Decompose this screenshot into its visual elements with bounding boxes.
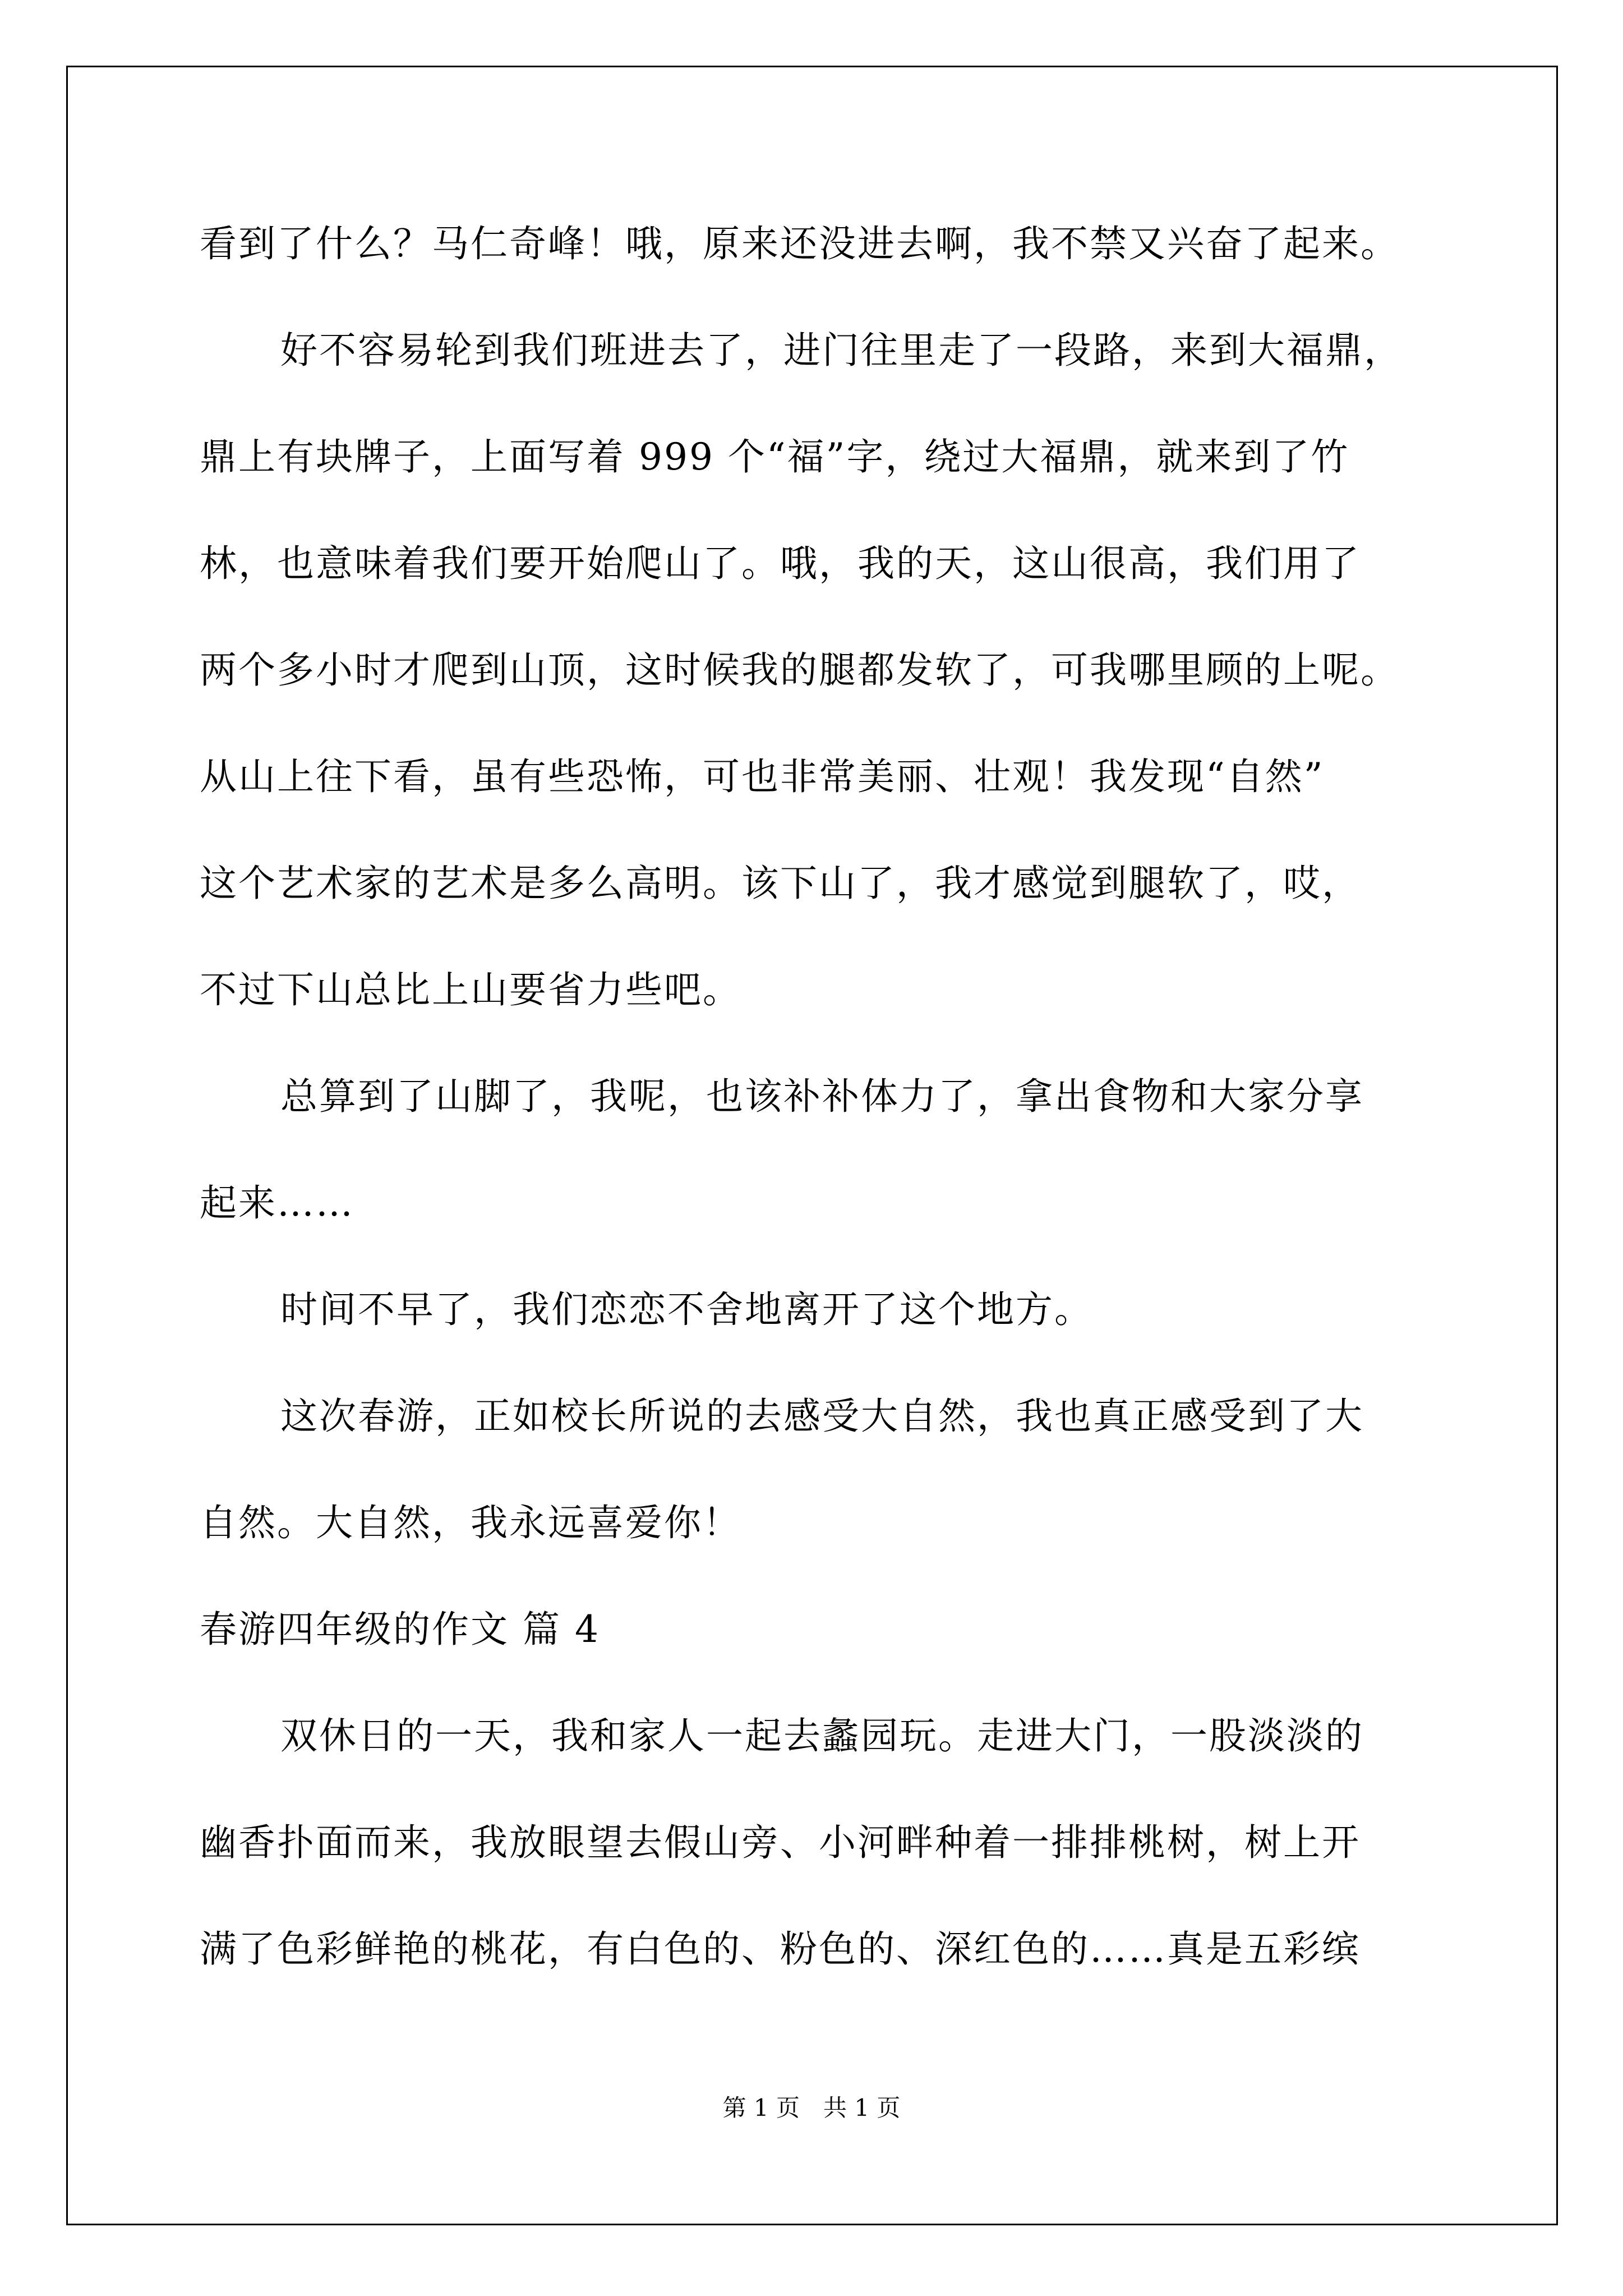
text-line: 起来……	[200, 1181, 354, 1225]
page-border	[66, 66, 1558, 2225]
page-footer: 第 1 页 共 1 页	[722, 2094, 901, 2122]
text-line: 从山上往下看，虽有些恐怖，可也非常美丽、壮观！我发现“自然”	[200, 755, 1325, 798]
section-heading: 春游四年级的作文 篇 4	[200, 1608, 600, 1651]
text-line: 不过下山总比上山要省力些吧。	[200, 968, 741, 1011]
text-line: 满了色彩鲜艳的桃花，有白色的、粉色的、深红色的……真是五彩缤	[200, 1927, 1361, 1971]
text-line: 幽香扑面而来，我放眼望去假山旁、小河畔种着一排排桃树，树上开	[200, 1821, 1361, 1864]
text-line: 鼎上有块牌子，上面写着 999 个“福”字，绕过大福鼎，就来到了竹	[200, 435, 1350, 478]
paragraph-start: 双休日的一天，我和家人一起去蠡园玩。走进大门，一股淡淡的	[280, 1714, 1364, 1757]
paragraph-start: 时间不早了，我们恋恋不舍地离开了这个地方。	[280, 1288, 1093, 1331]
text-line: 林，也意味着我们要开始爬山了。哦，我的天，这山很高，我们用了	[200, 542, 1361, 585]
paragraph-start: 总算到了山脚了，我呢，也该补补体力了，拿出食物和大家分享	[280, 1075, 1364, 1118]
paragraph-start: 好不容易轮到我们班进去了，进门往里走了一段路，来到大福鼎，	[280, 329, 1403, 372]
paragraph-start: 这次春游，正如校长所说的去感受大自然，我也真正感受到了大	[280, 1395, 1364, 1438]
text-line: 这个艺术家的艺术是多么高明。该下山了，我才感觉到腿软了，哎，	[200, 862, 1361, 905]
text-line: 看到了什么？马仁奇峰！哦，原来还没进去啊，我不禁又兴奋了起来。	[200, 222, 1399, 265]
text-line: 自然。大自然，我永远喜爱你！	[200, 1501, 741, 1544]
text-line: 两个多小时才爬到山顶，这时候我的腿都发软了，可我哪里顾的上呢。	[200, 648, 1399, 692]
